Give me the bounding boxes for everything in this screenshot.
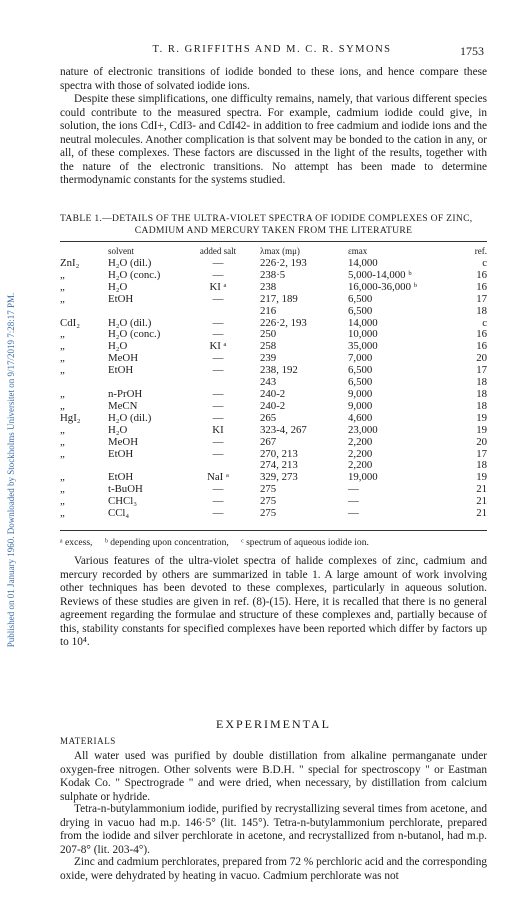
paragraph-solvents: All water used was purified by double distillation from alkaline permanganate under oxygen-free nitrogen. Other solvents were B.D.H. " special for spectroscopy " or Eastman Kodak Co. " Spectrograde " and were dried, when necessary, by distillation from calcium sulphate or hydride.	[60, 750, 487, 803]
cell-solvent: CCl₄	[108, 507, 130, 520]
cell-compound: „	[60, 435, 65, 448]
subsection-heading: MATERIALS	[60, 736, 116, 746]
cell-solvent: EtOH	[108, 364, 134, 377]
cell-added-salt: KI ᵃ	[209, 280, 227, 293]
cell-epsilon-max: 9,000	[348, 387, 373, 400]
cell-compound: „	[60, 352, 65, 365]
header-solvent: solvent	[108, 246, 134, 256]
cell-solvent: CHCl₃	[108, 495, 137, 508]
cell-solvent: H₂O	[108, 340, 128, 353]
cell-added-salt: —	[212, 435, 224, 448]
table-footnotes	[60, 537, 487, 548]
cell-added-salt: —	[212, 292, 224, 305]
cell-epsilon-max: 9,000	[348, 399, 373, 412]
cell-lambda-max: 275	[260, 483, 277, 496]
header-epsilon-max: εmax	[348, 246, 368, 256]
cell-epsilon-max: —	[348, 483, 359, 496]
cell-lambda-max: 270, 213	[260, 447, 298, 460]
cell-ref: c	[482, 257, 487, 269]
cell-solvent: EtOH	[108, 447, 134, 460]
cell-added-salt: KI ᵃ	[209, 340, 227, 353]
cell-lambda-max: 238·5	[260, 268, 286, 281]
cell-solvent: H₂O (dil.)	[108, 257, 152, 269]
header-compound	[60, 244, 108, 258]
cell-epsilon-max: —	[348, 495, 359, 508]
cell-solvent: MeOH	[108, 435, 138, 448]
cell-ref: 18	[476, 304, 487, 317]
watermark-text: Published on 01 January 1960. Downloaded by Stockholms Universitet on 9/17/2019 7:28:17 PM.	[6, 292, 16, 648]
cell-added-salt: —	[212, 387, 224, 400]
cell-lambda-max: 216	[260, 304, 277, 317]
cell-compound: „	[60, 387, 65, 400]
cell-epsilon-max: 35,000	[348, 340, 378, 353]
table-row	[60, 508, 487, 520]
cell-compound: HgI₂	[60, 411, 81, 424]
cell-ref: 19	[476, 471, 487, 484]
table-row	[60, 282, 487, 294]
cell-ref: 19	[476, 423, 487, 436]
cell-lambda-max: 226·2, 193	[260, 316, 307, 329]
cell-added-salt: KI	[212, 423, 224, 436]
cell-compound: „	[60, 328, 65, 341]
cell-ref: 18	[476, 387, 487, 400]
paragraph-perchlorates: Zinc and cadmium perchlorates, prepared from 72 % perchloric acid and the corresponding oxide, were dehydrated by heating in vacuo. Cadmium perchlorate was not	[60, 856, 487, 882]
cell-epsilon-max: 14,000	[348, 316, 378, 329]
cell-ref: 20	[476, 352, 487, 365]
cell-lambda-max: 258	[260, 340, 277, 353]
cell-ref: 19	[476, 411, 487, 424]
cell-lambda-max: 243	[260, 376, 277, 389]
table-row	[60, 437, 487, 449]
paragraph-summary: Various features of the ultra-violet spectra of halide complexes of zinc, cadmium and mercury recorded by others are summarized in table 1. A large amount of work involving other techniques has been devoted to these complexes, particularly in aqueous solution. Reviews of these studies are given in ref. (8)-(15). Here, it is recalled that there is no general agreement regarding the formulae and structure of these complexes and, partially because of this, stability constants for specified complexes have been reported which differ by factors up to 10⁴.	[60, 555, 487, 648]
cell-ref: 20	[476, 435, 487, 448]
cell-lambda-max: 239	[260, 352, 277, 365]
cell-compound: „	[60, 495, 65, 508]
cell-epsilon-max: 10,000	[348, 328, 378, 341]
cell-epsilon-max: 7,000	[348, 352, 373, 365]
cell-compound	[60, 377, 108, 389]
cell-epsilon-max: 6,500	[348, 376, 373, 389]
cell-compound: „	[60, 471, 65, 484]
cell-compound: „	[60, 340, 65, 353]
cell-added-salt: —	[212, 316, 224, 329]
cell-solvent: n-PrOH	[108, 387, 143, 400]
cell-added-salt: —	[212, 257, 224, 269]
cell-lambda-max: 323-4, 267	[260, 423, 307, 436]
footnote-c: ᶜ spectrum of aqueous iodide ion.	[241, 537, 369, 548]
cell-compound: CdI₂	[60, 316, 80, 329]
cell-added-salt: NaI ᵃ	[207, 471, 229, 484]
cell-ref: 16	[476, 280, 487, 293]
cell-solvent: MeOH	[108, 352, 138, 365]
cell-compound: „	[60, 292, 65, 305]
table-row	[60, 425, 487, 437]
cell-solvent: EtOH	[108, 292, 134, 305]
cell-compound: „	[60, 483, 65, 496]
cell-ref: 18	[476, 459, 487, 472]
table-top-rule	[60, 241, 487, 242]
header-lambda-max: λmax (mμ)	[260, 246, 300, 256]
cell-epsilon-max: 6,500	[348, 292, 373, 305]
cell-solvent: H₂O (dil.)	[108, 316, 152, 329]
table-row	[60, 413, 487, 425]
cell-epsilon-max: 2,200	[348, 459, 373, 472]
cell-epsilon-max: 6,500	[348, 364, 373, 377]
cell-lambda-max: 275	[260, 507, 277, 520]
cell-epsilon-max: 23,000	[348, 423, 378, 436]
cell-epsilon-max: 2,200	[348, 435, 373, 448]
footnote-a: ᵃ excess,	[60, 537, 93, 548]
cell-ref: 21	[476, 483, 487, 496]
cell-added-salt: —	[212, 483, 224, 496]
table-row	[60, 306, 487, 318]
cell-ref: 17	[476, 447, 487, 460]
table-row	[60, 294, 487, 306]
cell-solvent: H₂O	[108, 280, 128, 293]
cell-compound: „	[60, 399, 65, 412]
cell-epsilon-max: 19,000	[348, 471, 378, 484]
table-bottom-rule	[60, 530, 487, 531]
cell-ref: 16	[476, 328, 487, 341]
cell-compound: „	[60, 268, 65, 281]
cell-ref: 18	[476, 376, 487, 389]
cell-solvent: H₂O (conc.)	[108, 268, 161, 281]
cell-added-salt: —	[212, 328, 224, 341]
cell-epsilon-max: 2,200	[348, 447, 373, 460]
table-header-row	[60, 244, 487, 258]
cell-solvent: EtOH	[108, 471, 134, 484]
header-added-salt: added salt	[199, 246, 237, 256]
cell-compound: „	[60, 423, 65, 436]
cell-ref: 21	[476, 495, 487, 508]
table-row	[60, 401, 487, 413]
cell-lambda-max: 238, 192	[260, 364, 298, 377]
cell-ref: 17	[476, 364, 487, 377]
cell-lambda-max: 250	[260, 328, 277, 341]
cell-lambda-max: 226·2, 193	[260, 257, 307, 269]
cell-lambda-max: 329, 273	[260, 471, 298, 484]
cell-ref: c	[482, 316, 487, 329]
cell-added-salt: —	[212, 411, 224, 424]
caption-line-1: TABLE 1.—DETAILS OF THE ULTRA-VIOLET SPECTRA OF IODIDE COMPLEXES OF ZINC,	[60, 213, 473, 224]
cell-solvent: MeCN	[108, 399, 138, 412]
table-body	[60, 258, 487, 520]
paragraph-iodide-prep: Tetra-n-butylammonium iodide, purified by recrystallizing several times from acetone, and drying in vacuo had m.p. 146·5° (lit. 145°). Tetra-n-butylammonium perchlorate, prepared from the iodide and silver perchlorate in acetone, and recrystallized from n-butanol, had m.p. 207-8° (lit. 203-4°).	[60, 803, 487, 856]
cell-compound	[60, 306, 108, 318]
cell-solvent	[108, 306, 198, 318]
cell-ref: 16	[476, 340, 487, 353]
cell-epsilon-max: 16,000-36,000 ᵇ	[348, 280, 418, 293]
table-caption	[60, 213, 487, 237]
cell-ref: 18	[476, 399, 487, 412]
cell-added-salt: —	[212, 268, 224, 281]
cell-ref: 21	[476, 507, 487, 520]
cell-compound: „	[60, 364, 65, 377]
cell-lambda-max: 217, 189	[260, 292, 298, 305]
cell-added-salt: —	[212, 495, 224, 508]
cell-added-salt: —	[212, 352, 224, 365]
cell-lambda-max: 275	[260, 495, 277, 508]
cell-lambda-max: 274, 213	[260, 459, 298, 472]
cell-ref: 17	[476, 292, 487, 305]
cell-epsilon-max: 14,000	[348, 257, 378, 269]
cell-added-salt: —	[212, 507, 224, 520]
cell-lambda-max: 240-2	[260, 399, 286, 412]
spectra-table	[60, 244, 487, 520]
cell-added-salt: —	[212, 399, 224, 412]
page-number: 1753	[460, 44, 484, 58]
download-watermark	[0, 0, 22, 911]
cell-solvent: t-BuOH	[108, 483, 143, 496]
cell-lambda-max: 238	[260, 280, 277, 293]
paragraph-intro-continued: nature of electronic transitions of iodide bonded to these ions, and hence compare these spectra with those of solvated iodide ions.	[60, 66, 487, 92]
cell-solvent: H₂O	[108, 423, 128, 436]
cell-compound: „	[60, 447, 65, 460]
cell-epsilon-max: 5,000-14,000 ᵇ	[348, 268, 412, 281]
cell-compound	[60, 460, 108, 472]
cell-lambda-max: 267	[260, 435, 277, 448]
cell-added-salt: —	[212, 364, 224, 377]
page-header	[60, 44, 484, 58]
cell-compound: „	[60, 507, 65, 520]
cell-lambda-max: 240-2	[260, 387, 286, 400]
running-title: T. R. GRIFFITHS AND M. C. R. SYMONS	[152, 44, 392, 55]
footnote-b: ᵇ depending upon concentration,	[104, 537, 229, 548]
cell-epsilon-max: 6,500	[348, 304, 373, 317]
cell-epsilon-max: —	[348, 507, 359, 520]
cell-added-salt	[198, 306, 238, 318]
caption-line-2: CADMIUM AND MERCURY TAKEN FROM THE LITERATURE	[134, 225, 413, 236]
cell-ref: 16	[476, 268, 487, 281]
cell-epsilon-max: 4,600	[348, 411, 373, 424]
cell-added-salt: —	[212, 447, 224, 460]
section-heading: EXPERIMENTAL	[215, 717, 332, 731]
cell-lambda-max: 265	[260, 411, 277, 424]
cell-compound: ZnI₂	[60, 257, 80, 269]
cell-solvent: H₂O (dil.)	[108, 411, 152, 424]
cell-compound: „	[60, 280, 65, 293]
paragraph-difficulty: Despite these simplifications, one difficulty remains, namely, that various different species could contribute to the measured spectra. For example, cadmium iodide could give, in solution, the ions CdI+, CdI3- and CdI42- in addition to free cadmium and iodide ions and the neutral molecules. Another complication is that solvent may be bonded to the cation in any, or all, of these complexes. These factors are discussed in the light of the results, together with the nature of the electronic transitions. No attempt has been made to determine thermodynamic constants for the systems studied.	[60, 93, 487, 186]
cell-solvent: H₂O (conc.)	[108, 328, 161, 341]
header-ref: ref.	[474, 246, 487, 256]
